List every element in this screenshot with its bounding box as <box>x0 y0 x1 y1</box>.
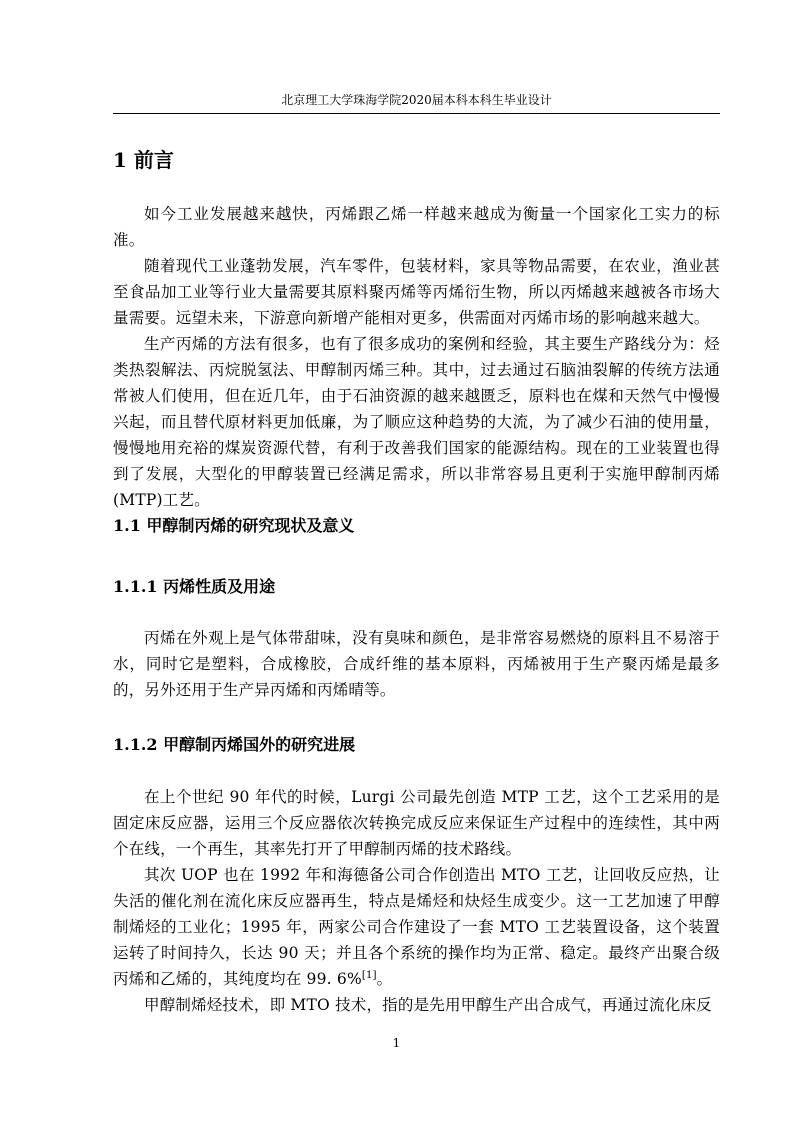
paragraph: 生产丙烯的方法有很多，也有了很多成功的案例和经验，其主要生产路线分为：烃类热裂解法、丙烷脱氢法、甲醇制丙烯三种。其中，过去通过石脑油裂解的传统方法通常被人们使用，但在近几年，由于石油资源的越来越匮乏，原料也在煤和天然气中慢慢兴起，而且替代原材料更加低廉，为了顺应这种趋势的大流，为了减少石油的使用量，慢慢地用充裕的煤炭资源代替，有利于改善我们国家的能源结构。现在的工业装置也得到了发展，大型化的甲醇装置已经满足需求，所以非常容易且更利于实施甲醇制丙烯(MTP)工艺。 <box>113 335 720 509</box>
paragraph: 丙烯在外观上是气体带甜味，没有臭味和颜色，是非常容易燃烧的原料且不易溶于水，同时它是塑料，合成橡胶，合成纤维的基本原料，丙烯被用于生产聚丙烯是最多的，另外还用于生产异丙烯和丙烯晴等。 <box>113 629 720 699</box>
paragraph: 甲醇制烯烃技术，即 MTO 技术，指的是先用甲醇生产出合成气，再通过流化床反 <box>144 996 712 1014</box>
header-rule <box>113 113 720 114</box>
subsection-heading: 1.1.1 丙烯性质及用途 <box>113 577 276 596</box>
chapter-heading: 1 前言 <box>113 148 174 172</box>
citation-ref[interactable]: [1] <box>361 969 377 981</box>
section-1-1-1 <box>113 625 720 703</box>
section-1-1-2 <box>113 784 720 1018</box>
intro-section <box>113 201 720 513</box>
section-heading: 1.1 甲醇制丙烯的研究现状及意义 <box>113 516 355 535</box>
paragraph-text: 其次 UOP 也在 1992 年和海德备公司合作创造出 MTO 工艺，让回收反应热，让失活的催化剂在流化床反应器再生，特点是烯烃和炔烃生成变少。这一工艺加速了甲醇制烯烃的工业化；1995 年，两家公司合作建设了一套 MTO 工艺装置设备，这个装置运转了时间持久，长达 90 天；并且各个系统的操作均为正常、稳定。最终产出聚合级丙烯和乙烯的，其纯度均在 99. 6% <box>113 866 720 988</box>
subsection-heading: 1.1.2 甲醇制丙烯国外的研究进展 <box>113 735 356 754</box>
paragraph <box>113 862 720 992</box>
paragraph-end: 。 <box>376 970 393 988</box>
paragraph: 随着现代工业蓬勃发展，汽车零件，包装材料，家具等物品需要，在农业，渔业甚至食品加工业等行业大量需要其原料聚丙烯等丙烯衍生物，所以丙烯越来越被各市场大量需要。远望未来，下游意向新增产能相对更多，供需面对丙烯市场的影响越来越大。 <box>113 257 720 327</box>
page-number: 1 <box>392 1036 401 1050</box>
paragraph: 在上个世纪 90 年代的时候，Lurgi 公司最先创造 MTP 工艺，这个工艺采用的是固定床反应器，运用三个反应器依次转换完成反应来保证生产过程中的连续性，其中两个在线，一个再生，其率先打开了甲醇制丙烯的技术路线。 <box>113 788 720 858</box>
running-header: 北京理工大学珠海学院2020届本科本科生毕业设计 <box>281 93 552 107</box>
paragraph: 如今工业发展越来越快，丙烯跟乙烯一样越来越成为衡量一个国家化工实力的标准。 <box>113 205 720 249</box>
